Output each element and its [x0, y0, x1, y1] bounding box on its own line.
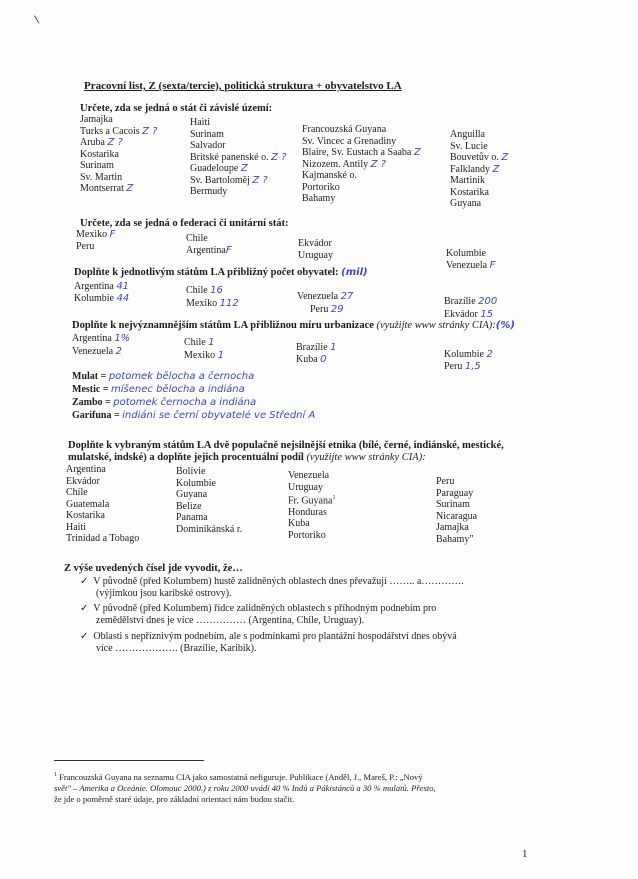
list-item: Guatemala [66, 498, 110, 510]
list-item: Bermudy [190, 186, 228, 197]
q6-heading-1: Doplňte k vybraným státům LA dvě populačně nejsilnější etnika (bílé, černé, indiánské, mestické, [68, 440, 504, 451]
list-item: Portoriko [288, 529, 326, 541]
urban-item: Kuba 0 [296, 354, 327, 365]
list-item: Jamajka [80, 114, 113, 125]
handwritten-unit: (mil) [341, 267, 368, 278]
list-item: Falklandy Z [450, 163, 500, 175]
handwritten-answer: Z ? [107, 137, 123, 148]
footnote-divider [54, 760, 204, 761]
list-item: Kostarika [66, 510, 105, 521]
list-item: Ekvádor [66, 475, 100, 487]
urban-item: Peru 1,5 [444, 361, 481, 372]
list-item: Blaire, Sv. Eustach a Saaba Z [302, 147, 421, 158]
list-item: Aruba Z ? [80, 137, 123, 148]
q4-heading: Doplňte k nejvýznamnějším státům LA přibližnou míru urbanizace (využijte www stránky CIA):(%) [72, 320, 515, 331]
pop-item: Brazílie 200 [444, 296, 498, 307]
list-item: Bolívie [176, 466, 206, 477]
q2-heading: Určete, zda se jedná o federaci či unitární stát: [80, 218, 289, 229]
q2-col3 [298, 238, 333, 261]
list-item: Uruguay [288, 481, 323, 493]
q5-terms [72, 371, 315, 422]
list-item: Fr. Guyana$^1$ [288, 495, 336, 507]
handwritten-answer: Z [501, 152, 509, 163]
q6-col4 [436, 476, 477, 545]
pop-item: Ekvádor 15 [444, 309, 494, 320]
handwritten-answer: Z [413, 147, 421, 158]
urban-item: Chile 1 [184, 337, 215, 348]
check-icon: ✓ [80, 603, 89, 614]
list-item: Venezuela [288, 470, 330, 481]
bullet-item: ✓ V původně (před Kolumbem) řídce zalidněných oblastech s příhodným podnebím pro zemědělství dnes je více …………… (Argentina, Chile, Uruguay). [80, 603, 437, 626]
term-row: Mestic = míšenec bělocha a indiána [72, 384, 245, 395]
q1-heading: Určete, zda se jedná o stát či závislé území: [80, 103, 273, 114]
q6-heading-2: mulatské, indské) a doplňte jejich procentuální podíl (využijte www stránky CIA): [68, 452, 426, 463]
list-item: ArgentinaF [186, 244, 232, 256]
list-item: Turks a Cacois Z ? [80, 125, 158, 137]
urban-item: Argentina 1% [72, 333, 131, 344]
bullet-item: ✓ Oblasti s nepříznivým podnebím, ale s podmínkami pro plantážní hospodářství dnes obývá více ………………. (Brazílie, Karibik). [80, 631, 457, 654]
check-icon: ✓ [80, 576, 89, 587]
list-item: Bouvetův o. Z [450, 152, 509, 163]
q1-col2 [190, 117, 286, 198]
list-item: Guyana [176, 489, 208, 500]
handwritten-answer: Z ? [271, 151, 287, 163]
list-item: Argentina [66, 464, 106, 475]
urban-item: Brazílie 1 [296, 342, 337, 353]
list-item: Peru [76, 240, 95, 252]
q2-col2 [186, 233, 232, 256]
list-item: Francouzská Guyana [302, 124, 387, 135]
term-row: Mulat = potomek bělocha a černocha [72, 371, 255, 382]
q2-col1 [76, 229, 115, 252]
list-item: Ekvádor [298, 238, 332, 249]
pop-item: Peru 29 [310, 304, 344, 315]
q1-col4 [450, 129, 508, 210]
list-item: Haiti [66, 521, 86, 533]
q7-heading: Z výše uvedených čísel jde vyvodit, že… [64, 563, 243, 574]
list-item: Dominikánská r. [176, 523, 243, 535]
list-item: Guyana [450, 198, 482, 209]
list-item: Sv. Bartoloměj Z ? [190, 174, 268, 186]
handwritten-unit: (%) [495, 320, 515, 331]
list-item: Venezuela F [446, 259, 496, 271]
list-item: Jamajka [436, 522, 469, 533]
footnote-ref: 1 [332, 495, 336, 501]
list-item: Surinam [190, 128, 224, 140]
list-item: Bahamy [302, 193, 336, 204]
pop-item: Chile 16 [186, 285, 223, 296]
list-item: Trinidad a Tobago [66, 533, 140, 544]
list-item: Montserrat Z [80, 183, 134, 194]
urban-item: Kolumbie 2 [444, 349, 493, 360]
list-item: Nicaragua [436, 510, 478, 522]
list-item: Kolumbie [176, 477, 216, 489]
q6-col3 [288, 470, 335, 541]
q6-col2 [176, 466, 242, 535]
list-item: Uruguay [298, 249, 333, 261]
list-item: Salvador [190, 140, 226, 151]
q3-heading: Doplňte k jednotlivým státům LA přibližný počet obyvatel: (mil) [74, 267, 368, 278]
list-item: Anguilla [450, 129, 485, 140]
list-item: Sv. Lucie [450, 140, 488, 152]
handwritten-answer: Z ? [142, 125, 158, 137]
list-item: Belize [176, 500, 202, 512]
list-item: Chile [66, 487, 88, 498]
term-row: Zambo = potomek černocha a indiána [72, 397, 257, 408]
list-item: Mexiko F [76, 229, 116, 240]
list-item: Honduras [288, 506, 327, 518]
list-item: Paraguay [436, 487, 474, 499]
term-row: Garifuna = indiáni se černí obyvatelé ve Střední A [72, 410, 316, 421]
list-item: Surinam [80, 160, 114, 171]
check-icon: ✓ [80, 631, 89, 642]
page-title: Pracovní list, Z (sexta/tercie), politická struktura + obyvatelstvo LA [84, 80, 402, 92]
urban-item: Venezuela 2 [72, 346, 122, 357]
handwritten-answer: Z [126, 183, 134, 194]
pop-item: Argentina 41 [74, 281, 130, 292]
page-number: 1 [522, 848, 528, 860]
handwritten-answer: Z ? [370, 158, 386, 170]
list-item: Portoriko [302, 181, 340, 193]
list-item: Peru [436, 476, 455, 487]
list-item: Guadeloupe Z [190, 163, 248, 174]
list-item: Kuba [288, 518, 310, 530]
list-item: Kajmanské o. [302, 170, 357, 181]
list-item: Bahamy" [436, 533, 474, 545]
list-item: Chile [186, 233, 208, 244]
handwritten-answer: F [109, 229, 116, 240]
pop-item: Mexiko 112 [186, 298, 239, 309]
scan-mark [34, 13, 43, 23]
urban-item: Mexiko 1 [184, 350, 224, 361]
handwritten-answer: Z ? [252, 174, 268, 186]
list-item: Kostarika [80, 148, 119, 160]
bullet-item: ✓ V původně (před Kolumbem) hustě zalidněných oblastech dnes převažují …….. a…………. (výjimkou jsou karibské ostrovy). [80, 576, 464, 599]
list-item: Haiti [190, 117, 210, 128]
handwritten-answer: F [225, 244, 232, 256]
list-item: Martinik [450, 175, 485, 186]
pop-item: Venezuela 27 [297, 291, 354, 302]
handwritten-answer: Z [240, 163, 248, 174]
pop-item: Kolumbie 44 [74, 293, 130, 304]
list-item: Sv. Vincec a Grenadiny [302, 135, 397, 147]
q1-col3 [302, 124, 421, 205]
list-item: Britské panenské o. Z ? [190, 151, 287, 163]
list-item: Surinam [436, 499, 470, 510]
list-item: Nizozem. Antily Z ? [302, 158, 386, 170]
footnote: $^1$ Francouzská Guyana na seznamu CIA jako samostatná nefiguruje. Publikace (Anděl, J., Mareš, P.: „Nový svět" – Amerika a Oceánie. Olomouc 2000.) z roku 2000 uvádí 40 % Indů a Pákistánců a 30 % mulatů. Přesto, že jde o poměrně staré údaje, pro základní orientaci nám budou stačit. [54, 771, 436, 804]
list-item: Kostarika [450, 186, 489, 198]
q6-col1 [66, 464, 139, 545]
handwritten-answer: F [489, 259, 496, 271]
list-item: Kolumbie [446, 248, 486, 259]
list-item: Sv. Martin [80, 171, 123, 183]
q1-col1 [80, 114, 157, 195]
list-item: Panama [176, 512, 208, 523]
handwritten-answer: Z [492, 163, 500, 175]
q2-col4 [446, 248, 495, 271]
